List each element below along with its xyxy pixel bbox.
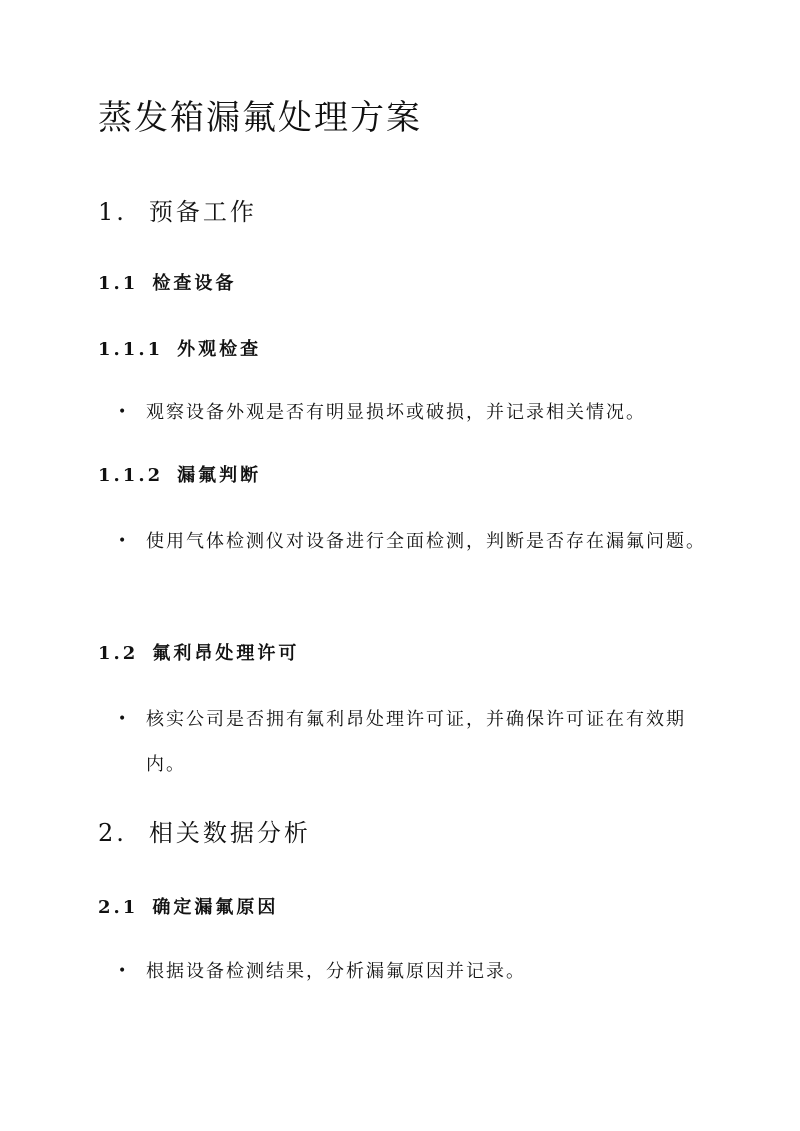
subsection-1-2-heading	[98, 641, 299, 667]
bullet-item-1-1-2	[118, 519, 706, 564]
subsection-1-2-title: 氟利昂处理许可	[152, 643, 300, 664]
item-1-1-1-heading	[98, 337, 261, 363]
subsection-1-1-title: 检查设备	[152, 273, 237, 294]
section-1-heading	[98, 196, 257, 228]
bullet-text: 根据设备检测结果，分析漏氟原因并记录。	[146, 961, 526, 982]
bullet-text: 观察设备外观是否有明显损坏或破损，并记录相关情况。	[146, 402, 646, 423]
item-1-1-2-number: 1.1.2	[98, 465, 164, 486]
item-1-1-2-heading	[98, 463, 261, 489]
bullet-dot: •	[118, 533, 129, 549]
section-1-title: 预备工作	[148, 198, 257, 226]
item-1-1-1-title: 外观检查	[177, 339, 262, 360]
bullet-text: 使用气体检测仪对设备进行全面检测，判断是否存在漏氟问题。	[146, 531, 706, 552]
bullet-dot: •	[118, 404, 129, 420]
subsection-1-2-number: 1.2	[98, 643, 139, 664]
subsection-1-1-heading	[98, 271, 236, 297]
subsection-2-1-number: 2.1	[98, 897, 139, 918]
bullet-item-2-1	[118, 949, 706, 994]
section-2-number: 2.	[98, 819, 127, 847]
bullet-item-1-2	[118, 697, 706, 787]
section-2-title: 相关数据分析	[148, 819, 311, 847]
subsection-2-1-heading	[98, 895, 278, 921]
section-2-heading	[98, 817, 311, 849]
subsection-1-1-number: 1.1	[98, 273, 139, 294]
section-1-number: 1.	[98, 198, 127, 226]
bullet-item-1-1-1	[118, 390, 706, 435]
bullet-text: 核实公司是否拥有氟利昂处理许可证，并确保许可证在有效期内。	[146, 709, 686, 775]
item-1-1-2-title: 漏氟判断	[177, 465, 262, 486]
bullet-dot: •	[118, 963, 129, 979]
document-title: 蒸发箱漏氟处理方案	[98, 98, 422, 138]
item-1-1-1-number: 1.1.1	[98, 339, 164, 360]
subsection-2-1-title: 确定漏氟原因	[152, 897, 279, 918]
bullet-dot: •	[118, 711, 129, 727]
